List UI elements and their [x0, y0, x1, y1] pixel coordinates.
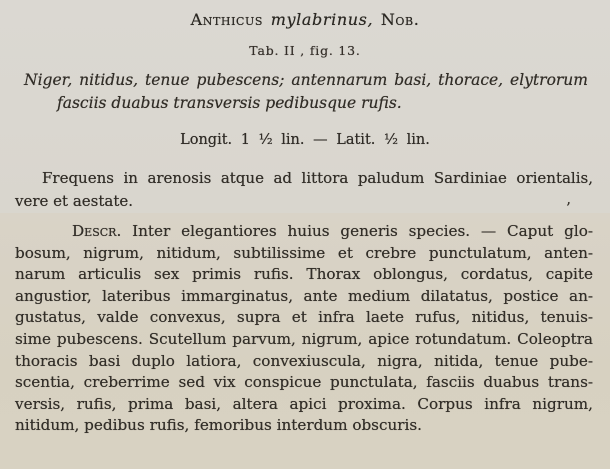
figure-reference: Tab. II , fig. 13.	[249, 43, 361, 58]
description-line: narum articulis sex primis rufis. Thorax oblongus, cordatus, capite	[15, 265, 593, 284]
description-paragraph	[15, 221, 593, 437]
description-line: versis, rufis, prima basi, altera apici proxima. Corpus infra nigrum,	[15, 394, 593, 413]
diagnosis-line: fasciis duabus transversis pedibusque rufis.	[57, 94, 402, 112]
description-line: scentia, creberrime sed vix conspicue punctulata, fasciis duabus trans-	[15, 373, 593, 392]
description-first-line-text: Inter elegantiores huius generis species. — Caput glo-	[132, 222, 593, 240]
description-line: gustatus, valde convexus, supra et infra laete rufus, nitidus, tenuis-	[15, 308, 593, 327]
description-line: sime pubescens. Scutellum parvum, nigrum, apice rotundatum. Coleoptra	[15, 329, 593, 348]
species-epithet: mylabrinus,	[270, 10, 374, 29]
measurements-line: Longit. 1 ¹⁄₂ lin. — Latit. ¹⁄₂ lin.	[180, 132, 430, 148]
genus-name: Anthicus	[190, 10, 264, 29]
author-abbreviation: Nob.	[380, 10, 420, 29]
latin-diagnosis	[24, 69, 588, 115]
description-line	[15, 221, 593, 243]
description-line: thoracis basi duplo latiora, convexiuscula, nigra, nitida, tenue pube-	[15, 351, 593, 370]
habitat-line: vere et aestate.	[15, 191, 134, 210]
description-line: angustior, lateribus immarginatus, ante medium dilatatus, postice an-	[15, 286, 593, 305]
description-line: bosum, nigrum, nitidum, subtilissime et crebre punctulatum, anten-	[15, 243, 593, 262]
diagnosis-line: Niger, nitidus, tenue pubescens; antennarum basi, thorace, elytrorum	[24, 71, 588, 89]
habitat-note	[15, 167, 593, 212]
ink-artifact-mark: ’	[566, 199, 571, 217]
description-line: nitidum, pedibus rufis, femoribus interdum obscuris.	[15, 416, 422, 435]
species-heading	[0, 10, 610, 29]
descr-label: Descr.	[72, 222, 122, 240]
habitat-line: Frequens in arenosis atque ad littora paludum Sardiniae orientalis,	[42, 169, 593, 187]
